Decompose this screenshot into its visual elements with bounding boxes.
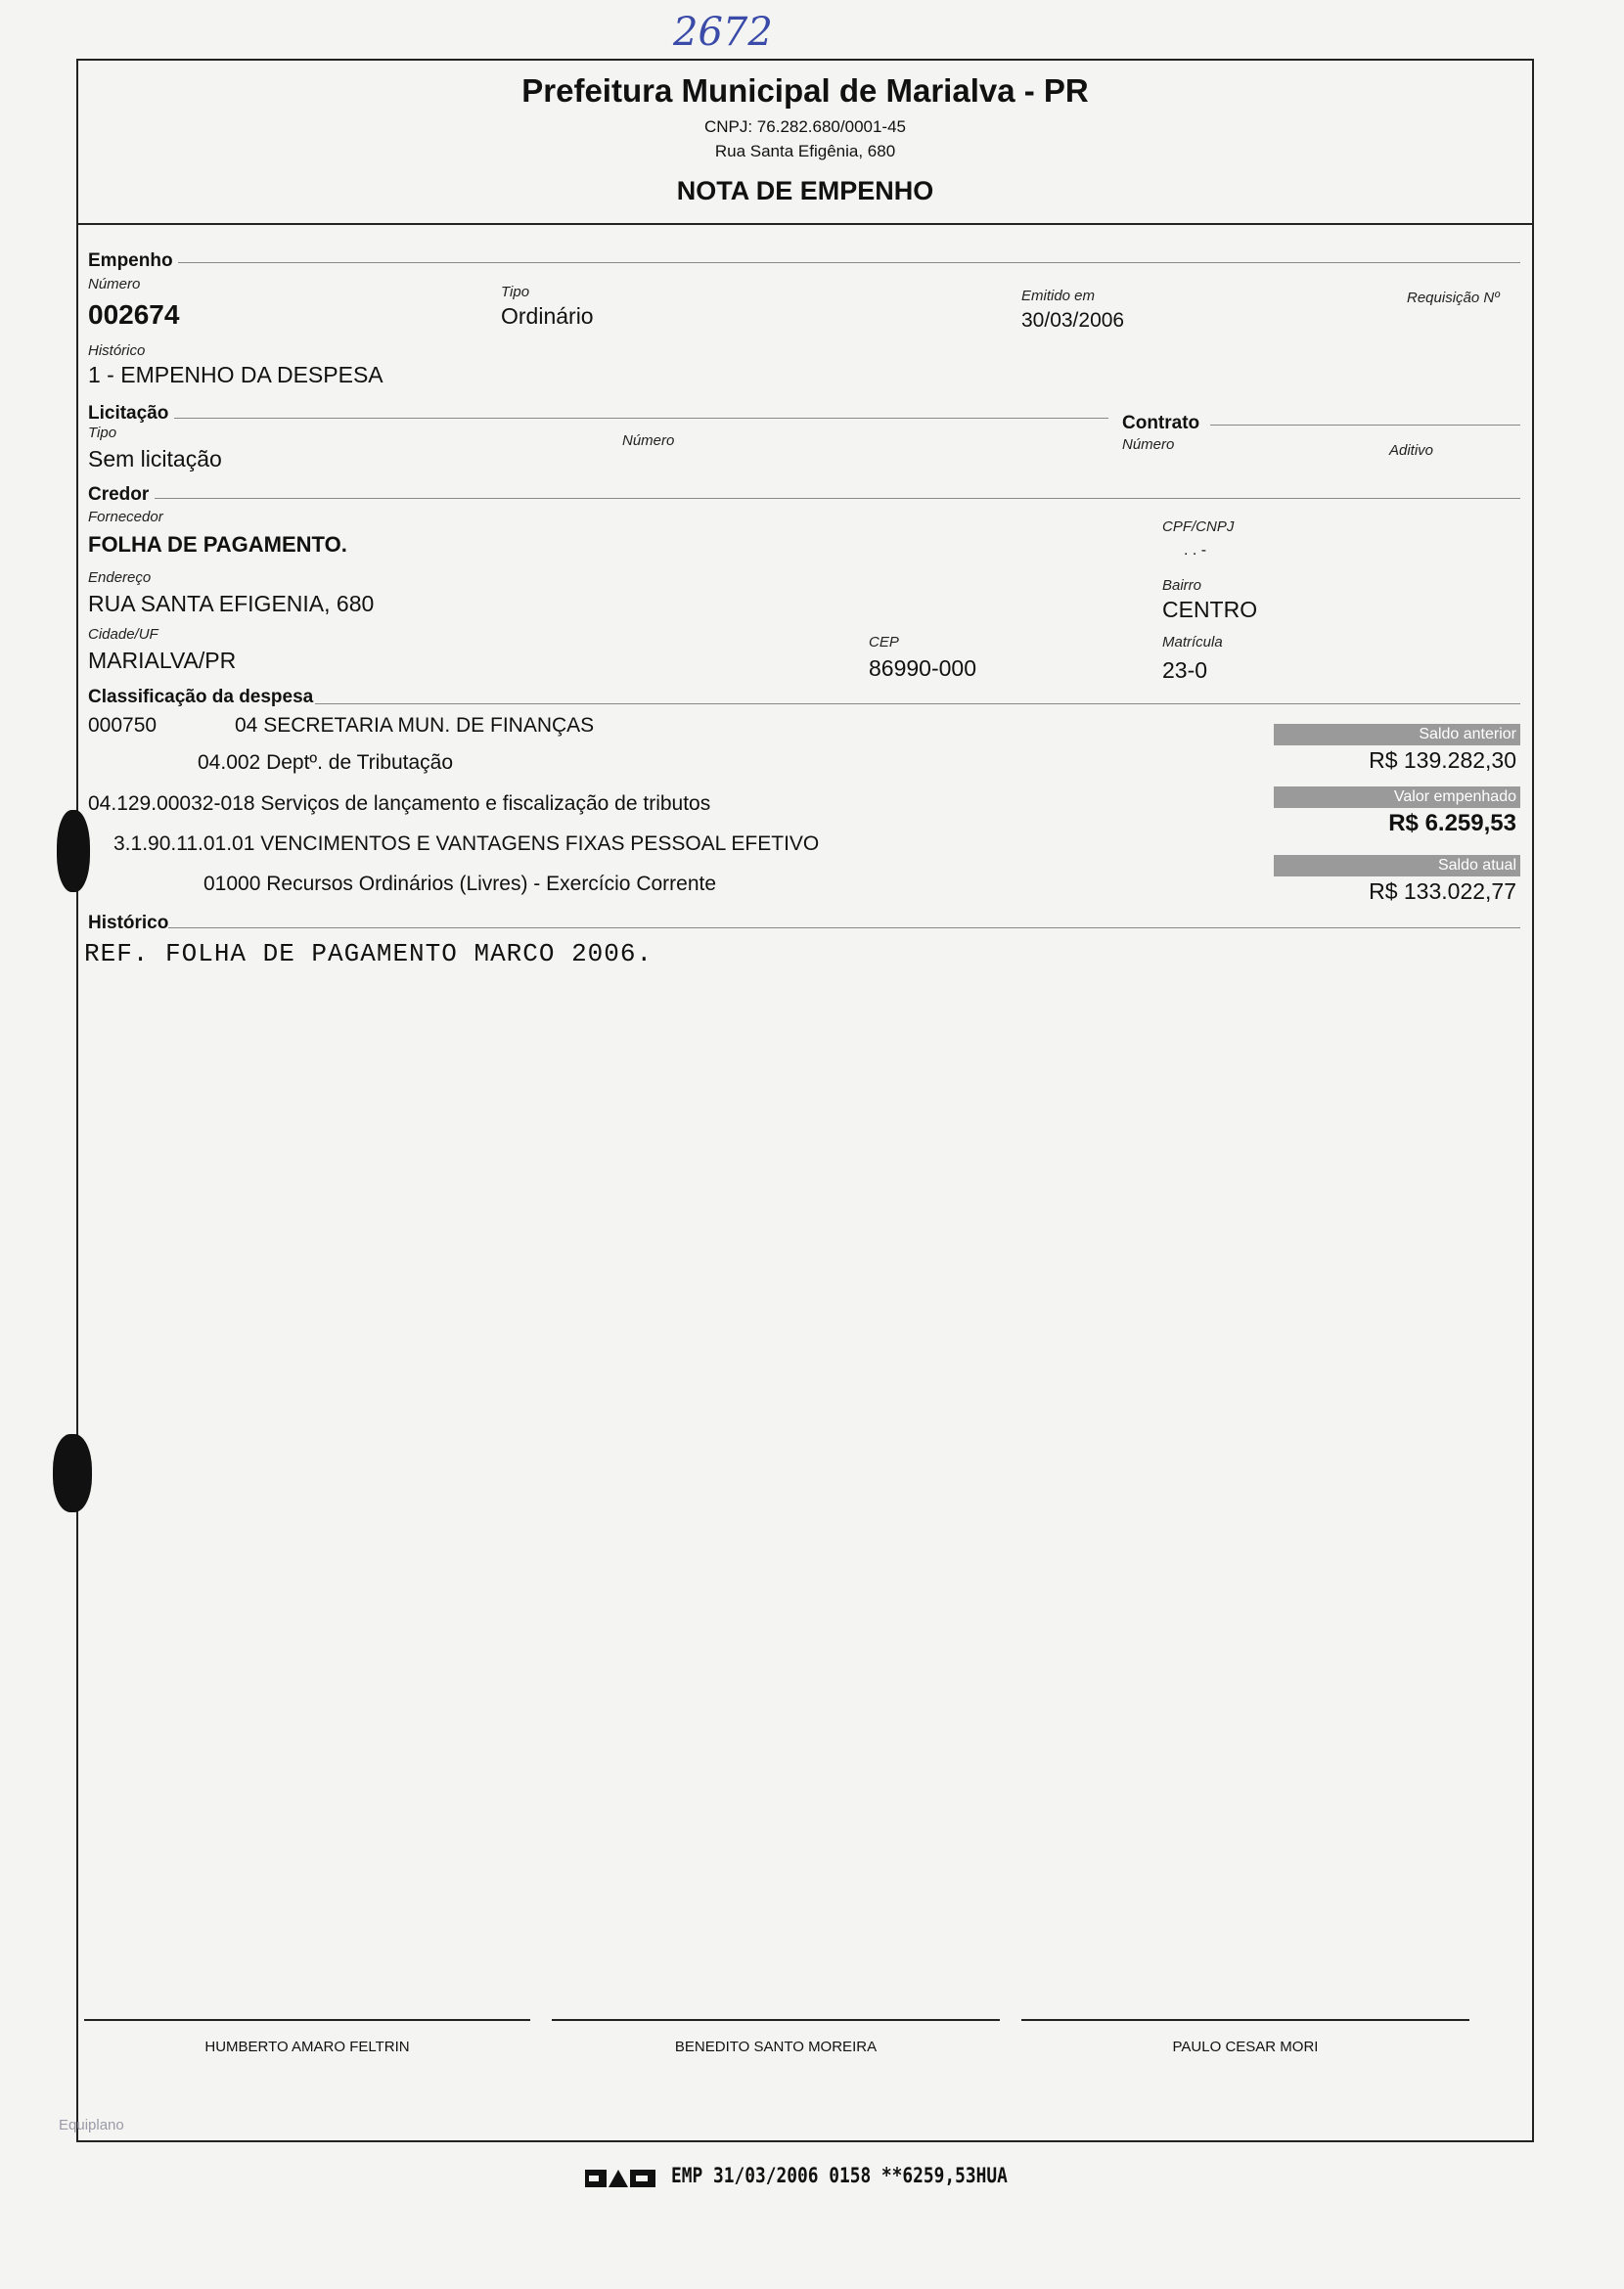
licitacao-tipo-label: Tipo: [88, 425, 117, 441]
saldo-atual-label: Saldo atual: [1274, 855, 1520, 876]
cidade-label: Cidade/UF: [88, 626, 158, 643]
handwritten-page-number: 2672: [673, 10, 773, 55]
licitacao-divider: [174, 418, 1108, 419]
matricula-label: Matrícula: [1162, 634, 1223, 651]
cpf-cnpj-label: CPF/CNPJ: [1162, 518, 1235, 535]
mechanical-stamp: EMP 31/03/2006 0158 **6259,53HUA: [671, 2164, 1008, 2187]
classificacao-line1: 04 SECRETARIA MUN. DE FINANÇAS: [235, 714, 595, 737]
historico-section-title: Histórico: [88, 913, 169, 933]
endereco-label: Endereço: [88, 569, 152, 586]
empenho-historico-label: Histórico: [88, 342, 146, 359]
historico-text: REF. FOLHA DE PAGAMENTO MARCO 2006.: [84, 939, 654, 968]
doc-title: NOTA DE EMPENHO: [676, 176, 934, 205]
punch-mark-top: [57, 810, 90, 892]
matricula-value: 23-0: [1162, 657, 1208, 683]
empenho-numero-label: Número: [88, 276, 141, 292]
credor-divider: [155, 498, 1520, 499]
bairro-label: Bairro: [1162, 577, 1202, 594]
cep-label: CEP: [869, 634, 899, 651]
fornecedor-label: Fornecedor: [88, 509, 163, 525]
saldo-anterior-label: Saldo anterior: [1274, 724, 1520, 745]
classificacao-code: 000750: [88, 714, 158, 737]
licitacao-numero-label: Número: [622, 432, 675, 449]
historico-divider: [168, 927, 1520, 928]
valor-empenhado-value: R$ 6.259,53: [1388, 810, 1516, 836]
cidade-value: MARIALVA/PR: [88, 648, 237, 673]
licitacao-section-title: Licitação: [88, 403, 169, 424]
signature-name-1: HUMBERTO AMARO FELTRIN: [204, 2039, 410, 2055]
emitido-date: 30/03/2006: [1021, 309, 1125, 332]
header-divider: [76, 223, 1534, 225]
empenho-tipo-label: Tipo: [501, 284, 530, 300]
empenho-section-title: Empenho: [88, 250, 173, 271]
cep-value: 86990-000: [869, 655, 976, 681]
signature-line-3: [1021, 2019, 1469, 2021]
classificacao-line5: 01000 Recursos Ordinários (Livres) - Exercício Corrente: [203, 873, 717, 895]
saldo-anterior-value: R$ 139.282,30: [1369, 747, 1516, 773]
cnpj-text: CNPJ: 76.282.680/0001-45: [703, 117, 907, 136]
contrato-divider: [1210, 425, 1520, 426]
bairro-value: CENTRO: [1162, 597, 1258, 622]
fornecedor-value: FOLHA DE PAGAMENTO.: [88, 532, 347, 557]
saldo-atual-value: R$ 133.022,77: [1369, 878, 1516, 904]
signature-line-1: [84, 2019, 530, 2021]
page-title: Prefeitura Municipal de Marialva - PR: [521, 72, 1089, 109]
signature-name-3: PAULO CESAR MORI: [1172, 2039, 1319, 2055]
valor-empenhado-label: Valor empenhado: [1274, 786, 1520, 808]
classificacao-line4: 3.1.90.11.01.01 VENCIMENTOS E VANTAGENS FIXAS PESSOAL EFETIVO: [113, 832, 820, 855]
credor-section-title: Credor: [88, 484, 150, 505]
empenho-numero: 002674: [88, 299, 180, 330]
classificacao-line3: 04.129.00032-018 Serviços de lançamento e fiscalização de tributos: [88, 792, 711, 815]
classificacao-line2: 04.002 Deptº. de Tributação: [198, 751, 454, 774]
empenho-historico: 1 - EMPENHO DA DESPESA: [88, 362, 383, 387]
software-watermark: Equiplano: [59, 2117, 124, 2133]
contrato-numero-label: Número: [1122, 436, 1175, 453]
emitido-label: Emitido em: [1021, 288, 1096, 304]
classificacao-section-title: Classificação da despesa: [88, 687, 314, 707]
punch-mark-bottom: [53, 1434, 92, 1512]
cpf-cnpj-value: . . -: [1184, 542, 1207, 559]
address-text: Rua Santa Efigênia, 680: [714, 142, 896, 160]
contrato-aditivo-label: Aditivo: [1389, 442, 1434, 459]
signature-name-2: BENEDITO SANTO MOREIRA: [674, 2039, 878, 2055]
empenho-tipo: Ordinário: [501, 303, 594, 329]
licitacao-tipo: Sem licitação: [88, 446, 222, 471]
contrato-section-title: Contrato: [1122, 413, 1200, 433]
signature-line-2: [552, 2019, 1000, 2021]
classificacao-divider: [315, 703, 1520, 704]
endereco-value: RUA SANTA EFIGENIA, 680: [88, 591, 375, 616]
empenho-divider: [178, 262, 1520, 263]
requisicao-label: Requisição Nº: [1407, 290, 1500, 306]
stamp-logo: [585, 2166, 657, 2191]
